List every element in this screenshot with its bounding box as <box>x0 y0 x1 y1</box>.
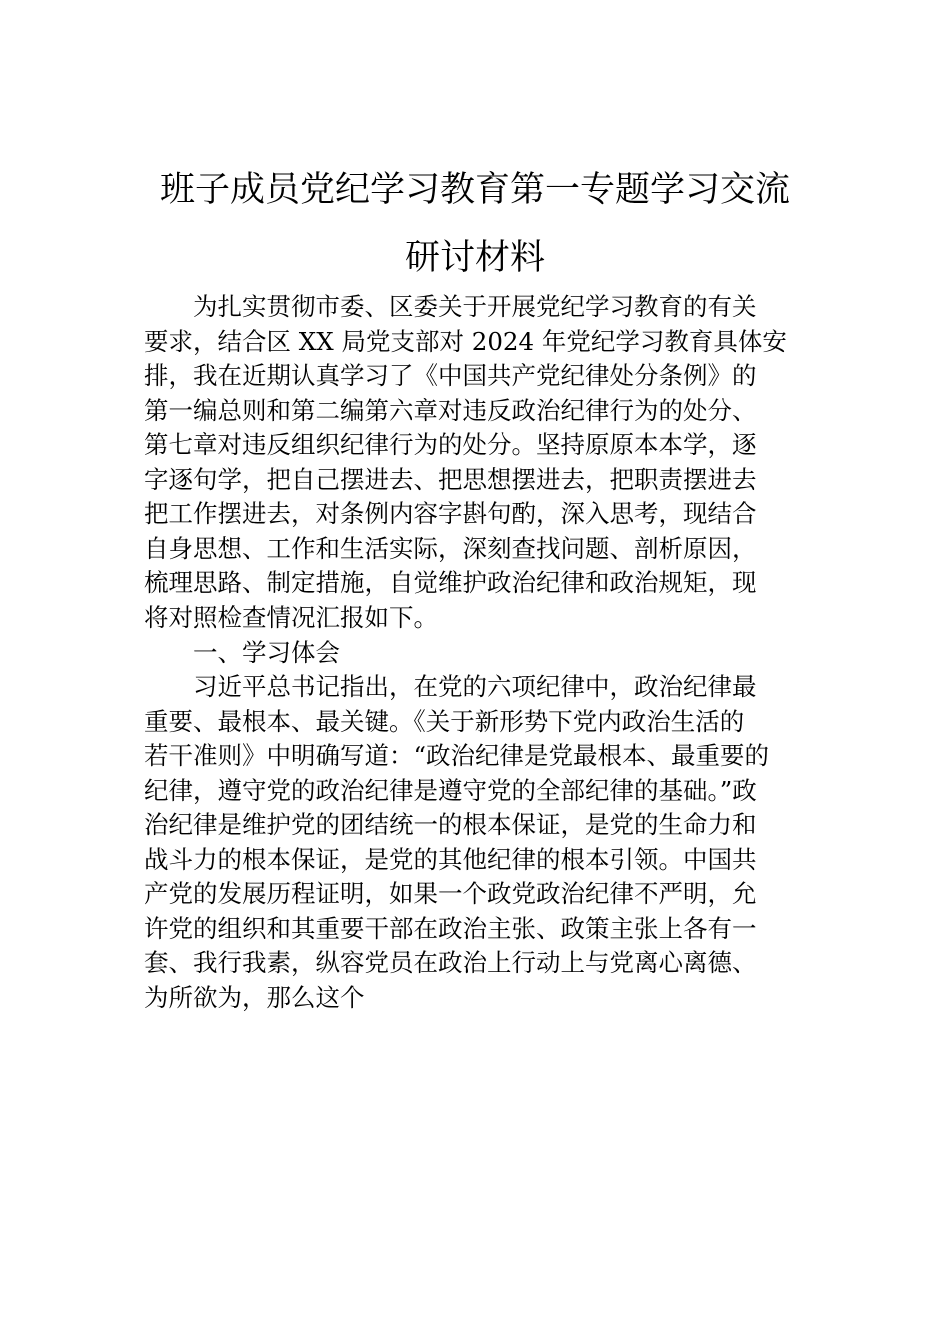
paragraph-line: 战斗力的根本保证，是党的其他纪律的根本引领。中国共 <box>144 844 757 874</box>
paragraph-line: 把工作摆进去，对条例内容字斟句酌，深入思考，现结合 <box>144 499 757 528</box>
paragraph-line: 第一编总则和第二编第六章对违反政治纪律行为的处分、 <box>144 395 757 425</box>
paragraph-line: 字逐句学，把自己摆进去、把思想摆进去，把职责摆进去 <box>144 464 757 494</box>
paragraph-line: 套、我行我素，纵容党员在政治上行动上与党离心离德、 <box>144 948 757 977</box>
section-heading-text: 一、学习体会 <box>144 638 340 667</box>
paragraph-line: 若干准则》中明确写道：“政治纪律是党最根本、最重要的 <box>144 741 770 770</box>
section-heading <box>144 636 806 671</box>
paragraph-line: 纪律，遵守党的政治纪律是遵守党的全部纪律的基础。”政 <box>144 775 757 805</box>
paragraph-line: 重要、最根本、最关键。《关于新形势下党内政治生活的 <box>144 706 745 736</box>
paragraph-line: 自身思想、工作和生活实际，深刻查找问题、剖析原因， <box>144 533 757 563</box>
intro-paragraph <box>144 290 806 635</box>
paragraph-line: 将对照检查情况汇报如下。 <box>144 602 438 632</box>
paragraph-line: 习近平总书记指出，在党的六项纪律中，政治纪律最 <box>144 672 757 701</box>
paragraph-line: 为所欲为，那么这个 <box>144 982 365 1012</box>
document-title-line-2: 研讨材料 <box>404 238 545 278</box>
paragraph-line: 产党的发展历程证明，如果一个政党政治纪律不严明，允 <box>144 879 757 908</box>
learning-paragraph <box>144 670 806 1015</box>
paragraph-line: 梳理思路、制定措施，自觉维护政治纪律和政治规矩，现 <box>144 568 757 597</box>
paragraph-line: 第七章对违反组织纪律行为的处分。坚持原原本本学，逐 <box>144 430 757 459</box>
paragraph-line: 许党的组织和其重要干部在政治主张、政策主张上各有一 <box>144 913 757 943</box>
paragraph-line: 为扎实贯彻市委、区委关于开展党纪学习教育的有关 <box>144 292 757 321</box>
paragraph-line: 排，我在近期认真学习了《中国共产党纪律处分条例》的 <box>144 361 757 390</box>
paragraph-line: 治纪律是维护党的团结统一的根本保证，是党的生命力和 <box>144 810 757 839</box>
paragraph-line: 要求，结合区 XX 局党支部对 2024 年党纪学习教育具体安 <box>144 326 787 356</box>
document-title-line-1: 班子成员党纪学习教育第一专题学习交流 <box>159 170 790 210</box>
